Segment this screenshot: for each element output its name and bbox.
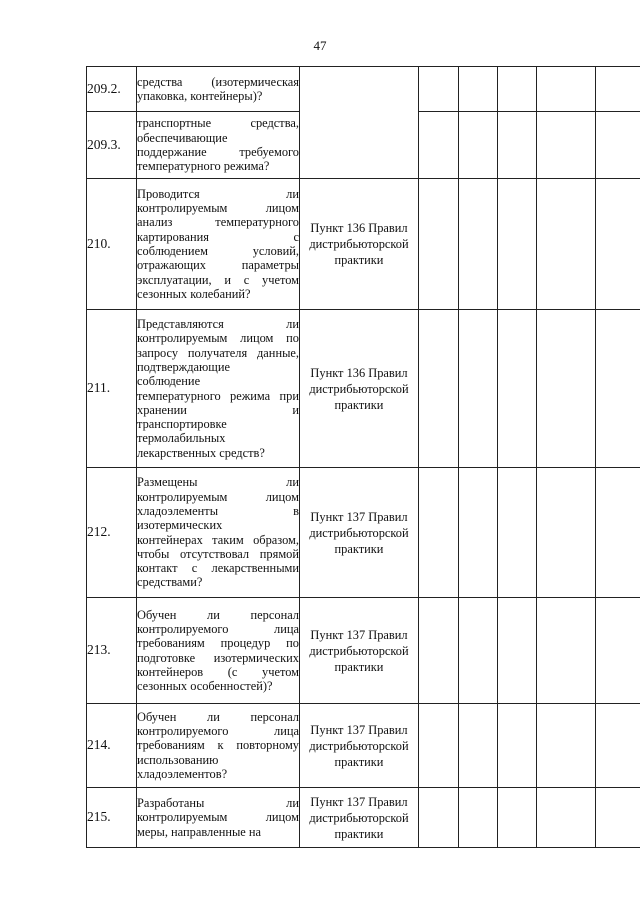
reference-cell <box>300 179 419 310</box>
question-line: лекарственных средств? <box>137 445 265 460</box>
question-line: соблюдением условий, <box>137 244 299 258</box>
table-row <box>87 704 640 788</box>
question-line: изотермических <box>137 518 223 533</box>
answer-cell[interactable] <box>419 788 459 848</box>
question-line: контейнеров (с учетом <box>137 664 299 679</box>
table-row <box>87 67 640 112</box>
question-cell <box>137 468 300 598</box>
answer-cell[interactable] <box>537 598 596 704</box>
question-line: Обучен ли персонал <box>137 607 299 622</box>
question-line: контакт с лекарственными <box>137 561 299 576</box>
question-line: контролируемым лицом <box>137 201 299 216</box>
answer-cell[interactable] <box>419 67 459 112</box>
reference-line: практики <box>334 397 384 412</box>
question-cell <box>137 704 300 788</box>
answer-cell[interactable] <box>419 310 459 468</box>
question-line: соблюдение <box>137 374 201 389</box>
answer-cell[interactable] <box>537 788 596 848</box>
question-line: подтверждающие <box>137 359 230 374</box>
answer-cell[interactable] <box>498 179 537 310</box>
question-line: транспортные средства, <box>137 116 299 131</box>
reference-line: Пункт 137 Правил <box>310 722 408 737</box>
reference-line: дистрибьюторской <box>309 643 409 658</box>
question-line: хладоэлементов? <box>137 766 228 781</box>
table-row <box>87 468 640 598</box>
answer-cell[interactable] <box>459 788 498 848</box>
answer-cell[interactable] <box>596 179 640 310</box>
question-line: сезонных особенностей)? <box>137 679 273 694</box>
question-line: средства (изотермическая <box>137 74 299 89</box>
answer-cell[interactable] <box>498 112 537 179</box>
item-number: 214. <box>87 704 137 788</box>
reference-cell <box>300 788 419 848</box>
answer-cell[interactable] <box>459 598 498 704</box>
reference-line: дистрибьюторской <box>309 738 409 753</box>
checklist-table <box>86 66 640 848</box>
answer-cell[interactable] <box>498 788 537 848</box>
reference-cell <box>300 598 419 704</box>
reference-line: практики <box>334 754 384 769</box>
answer-cell[interactable] <box>419 468 459 598</box>
question-cell <box>137 788 300 848</box>
question-line: запросу получателя данные, <box>137 345 299 360</box>
answer-cell[interactable] <box>419 598 459 704</box>
reference-line: Пункт 137 Правил <box>310 509 408 524</box>
reference-line: дистрибьюторской <box>309 525 409 540</box>
question-line: эксплуатации, и с учетом <box>137 272 299 287</box>
question-line: термолабильных <box>137 431 226 446</box>
question-line: анализ температурного <box>137 215 299 230</box>
question-line: контролируемым лицом по <box>137 331 299 346</box>
answer-cell[interactable] <box>498 310 537 468</box>
reference-cell <box>300 310 419 468</box>
answer-cell[interactable] <box>419 704 459 788</box>
answer-cell[interactable] <box>459 310 498 468</box>
question-line: Представляются ли <box>137 317 299 332</box>
question-line: сезонных колебаний? <box>137 286 251 301</box>
question-cell <box>137 179 300 310</box>
answer-cell[interactable] <box>459 112 498 179</box>
question-line: контролируемым лицом <box>137 810 299 825</box>
answer-cell[interactable] <box>596 788 640 848</box>
question-line: средствами? <box>137 575 203 590</box>
reference-line: дистрибьюторской <box>309 810 409 825</box>
question-line: меры, направленные на <box>137 824 262 839</box>
question-line: поддержание требуемого <box>137 145 299 159</box>
answer-cell[interactable] <box>537 310 596 468</box>
question-cell <box>137 112 300 179</box>
question-line: требованиям к повторному <box>137 738 299 753</box>
reference-line: практики <box>334 541 384 556</box>
reference-line: дистрибьюторской <box>309 237 409 251</box>
reference-line: Пункт 136 Правил <box>310 365 408 380</box>
reference-line: практики <box>334 253 384 267</box>
question-line: чтобы отсутствовал прямой <box>137 546 299 561</box>
question-cell <box>137 67 300 112</box>
question-line: контролируемого лица <box>137 724 299 739</box>
item-number: 213. <box>87 598 137 704</box>
answer-cell[interactable] <box>596 468 640 598</box>
answer-cell[interactable] <box>498 704 537 788</box>
question-line: температурного режима? <box>137 159 270 174</box>
question-line: контролируемым лицом <box>137 489 299 504</box>
table-row <box>87 788 640 848</box>
reference-line: практики <box>334 659 384 674</box>
reference-cell <box>300 468 419 598</box>
question-line: хладоэлементы в <box>137 503 299 518</box>
question-line: хранении и <box>137 402 299 417</box>
reference-cell <box>300 704 419 788</box>
question-cell <box>137 598 300 704</box>
answer-cell[interactable] <box>498 67 537 112</box>
table-row <box>87 598 640 704</box>
answer-cell[interactable] <box>596 112 640 179</box>
answer-cell[interactable] <box>596 310 640 468</box>
answer-cell[interactable] <box>596 67 640 112</box>
answer-cell[interactable] <box>596 704 640 788</box>
answer-cell[interactable] <box>537 704 596 788</box>
item-number: 215. <box>87 788 137 848</box>
question-line: использованию <box>137 752 219 767</box>
reference-cell <box>300 67 419 179</box>
page-number: 47 <box>313 38 327 53</box>
answer-cell[interactable] <box>459 468 498 598</box>
reference-line: Пункт 137 Правил <box>310 627 408 642</box>
table-row <box>87 310 640 468</box>
item-number: 209.2. <box>87 67 137 112</box>
question-line: Проводится ли <box>137 186 299 201</box>
question-line: требованиям процедур по <box>137 636 299 651</box>
question-cell <box>137 310 300 468</box>
question-line: упаковка, контейнеры)? <box>137 89 263 103</box>
answer-cell[interactable] <box>596 598 640 704</box>
answer-cell[interactable] <box>419 112 459 179</box>
answer-cell[interactable] <box>537 67 596 112</box>
question-line: контейнерах таким образом, <box>137 532 299 547</box>
question-line: картирования с <box>137 229 299 244</box>
answer-cell[interactable] <box>537 179 596 310</box>
question-line: температурного режима при <box>137 388 299 403</box>
question-line: отражающих параметры <box>137 258 299 273</box>
answer-cell[interactable] <box>459 704 498 788</box>
answer-cell[interactable] <box>459 67 498 112</box>
answer-cell[interactable] <box>498 468 537 598</box>
answer-cell[interactable] <box>537 112 596 179</box>
question-line: Обучен ли персонал <box>137 709 299 724</box>
answer-cell[interactable] <box>537 468 596 598</box>
item-number: 209.3. <box>87 112 137 179</box>
reference-line: Пункт 136 Правил <box>310 221 408 235</box>
item-number: 212. <box>87 468 137 598</box>
reference-line: практики <box>334 826 384 841</box>
question-line: контролируемого лица <box>137 621 299 636</box>
answer-cell[interactable] <box>498 598 537 704</box>
question-line: транспортировке <box>137 417 227 432</box>
question-line: подготовке изотермических <box>137 650 299 665</box>
item-number: 210. <box>87 179 137 310</box>
question-line: Разработаны ли <box>137 796 299 811</box>
answer-cell[interactable] <box>459 179 498 310</box>
question-line: Размещены ли <box>137 475 299 490</box>
reference-line: дистрибьюторской <box>309 381 409 396</box>
question-line: обеспечивающие <box>137 130 228 145</box>
answer-cell[interactable] <box>419 179 459 310</box>
reference-line: Пункт 137 Правил <box>310 794 408 809</box>
table-row <box>87 179 640 310</box>
item-number: 211. <box>87 310 137 468</box>
